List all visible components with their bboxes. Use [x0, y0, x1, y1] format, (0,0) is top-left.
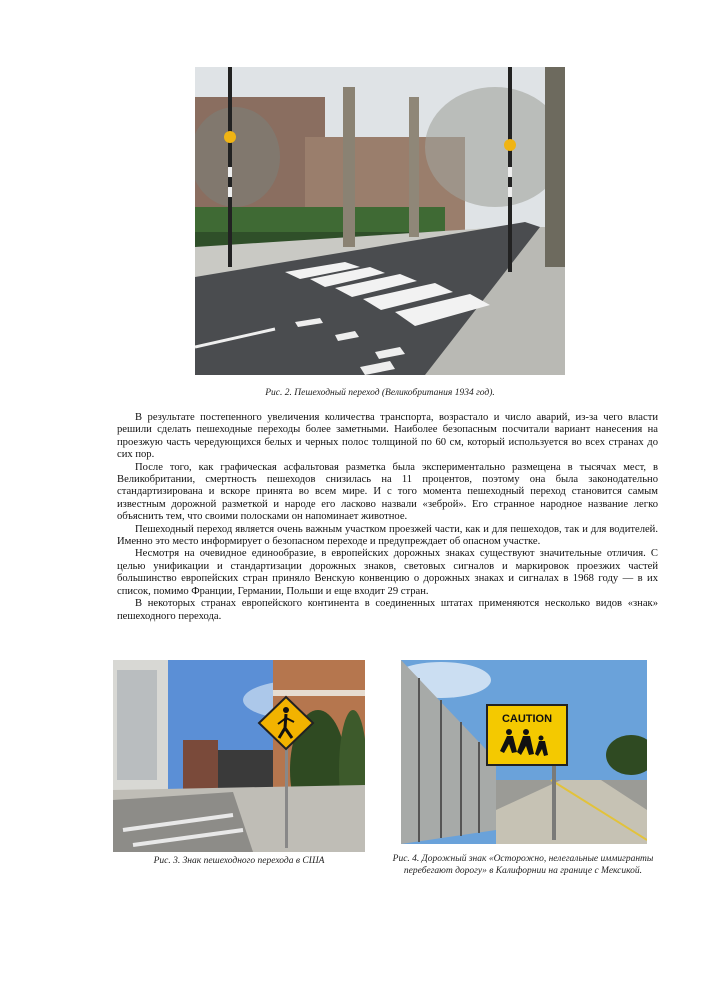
figure-2-caption: Рис. 2. Пешеходный переход (Великобритания 1934 год).: [265, 388, 495, 398]
caution-sign-photo: [401, 660, 647, 844]
caution-sign-text: CAUTION: [501, 713, 553, 725]
us-pedestrian-sign-photo: [113, 660, 365, 852]
zebra-crossing-photo: [195, 67, 565, 375]
paragraph: Несмотря на очевидное единообразие, в европейских дорожных знаках существуют значительные отличия. С целью унификации и стандартизации дорожных знаков, световых сигналов и маркировок проезжих частей большинство европейских стран приняло Венскую конвенцию о дорожных знаках и сигналах в 1968 году — в их список, помимо Франции, Германии, Польши и еще входит 29 стран.: [117, 548, 658, 597]
figure-4-caption: Рис. 4. Дорожный знак «Осторожно, нелегальные иммигранты перебегают дорогу» в Калифорнии на границе с Мексикой.: [392, 854, 654, 876]
body-text: [117, 412, 658, 623]
paragraph: В результате постепенного увеличения количества транспорта, возрастало и число аварий, из-за чего власти решили сделать пешеходные переходы более заметными. Наиболее безопасным посчитали вариант нанесения на проезжую часть чередующихся белых и черных полос толщиной по 60 см, который используется во всех странах до сих пор.: [117, 412, 658, 461]
paragraph: Пешеходный переход является очень важным участком проезжей части, как и для пешеходов, так и для водителей. Именно это место информирует о безопасном переходе и предупреждает об опасном участке.: [117, 523, 658, 548]
figure-3-caption: Рис. 3. Знак пешеходного перехода в США: [153, 856, 325, 866]
paragraph: В некоторых странах европейского континента в соединенных штатах применяются несколько видов «знак» пешеходного перехода.: [117, 598, 658, 622]
paragraph: После того, как графическая асфальтовая разметка была экспериментально размещена в тысячах мест, в Великобритании, смертность пешеходов снизилась на 11 процентов, поэтому она была законодательно стандартизирована и вскоре принята во всем мире. И с того момента пешеходный переход становится самым известным дорожной разметкой и народе его ласково назвали «зеброй». Его странное народное название легко объяснить тем, что своими полосками он напоминает животное.: [117, 461, 658, 523]
